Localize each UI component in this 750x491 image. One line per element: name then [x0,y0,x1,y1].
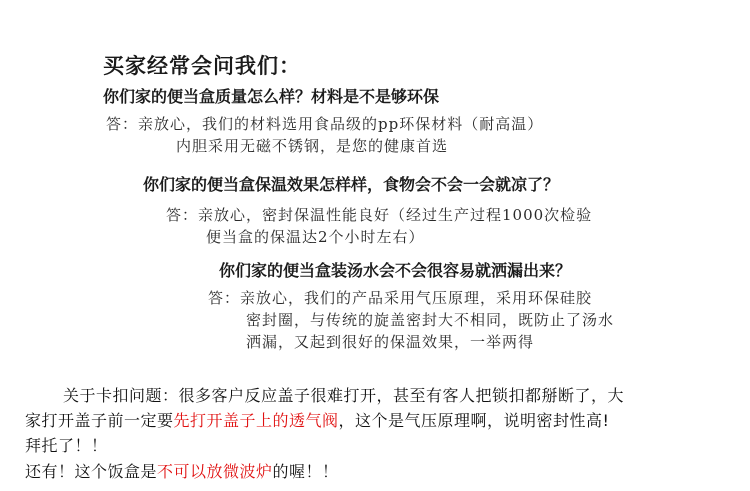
notice-line-4 [25,459,339,482]
faq-answer-2-line-2: 便当盒的保温达2个小时左右） [206,228,425,246]
page-title: 买家经常会问我们： [103,54,301,78]
faq-question-2: 你们家的便当盒保温效果怎样样，食物会不会一会就凉了？ [143,175,560,194]
notice-line-4-prefix: 还有！这个饭盒是 [25,462,158,481]
notice-line-2-prefix: 家打开盖子前一定要 [25,411,174,430]
faq-answer-2-line-1: 答：亲放心，密封保温性能良好（经过生产过程1000次检验 [166,206,593,224]
faq-answer-1-line-1: 答：亲放心，我们的材料选用食品级的pp环保材料（耐高温） [106,115,544,133]
notice-line-1: 关于卡扣问题：很多客户反应盖子很难打开，甚至有客人把锁扣都掰断了，大 [63,386,625,405]
faq-answer-3-line-3: 洒漏，又起到很好的保温效果，一举两得 [246,333,535,351]
faq-question-1: 你们家的便当盒质量怎么样？材料是不是够环保 [103,87,440,106]
notice-line-2-suffix: ，这个是气压原理啊，说明密封性高! [338,411,610,430]
faq-answer-3-line-2: 密封圈，与传统的旋盖密封大不相同，既防止了汤水 [246,311,615,329]
faq-answer-1-line-2: 内胆采用无磁不锈钢，是您的健康首选 [176,137,449,155]
faq-question-3: 你们家的便当盒装汤水会不会很容易就洒漏出来？ [219,261,572,280]
notice-line-4-suffix: 的喔！！ [272,462,339,481]
faq-answer-3-line-1: 答：亲放心，我们的产品采用气压原理，采用环保硅胶 [208,289,593,307]
notice-highlight-microwave: 不可以放微波炉 [157,462,273,481]
notice-line-3: 拜托了！！ [25,436,108,455]
notice-line-2 [25,408,609,431]
notice-highlight-vent: 先打开盖子上的透气阀 [173,411,339,430]
